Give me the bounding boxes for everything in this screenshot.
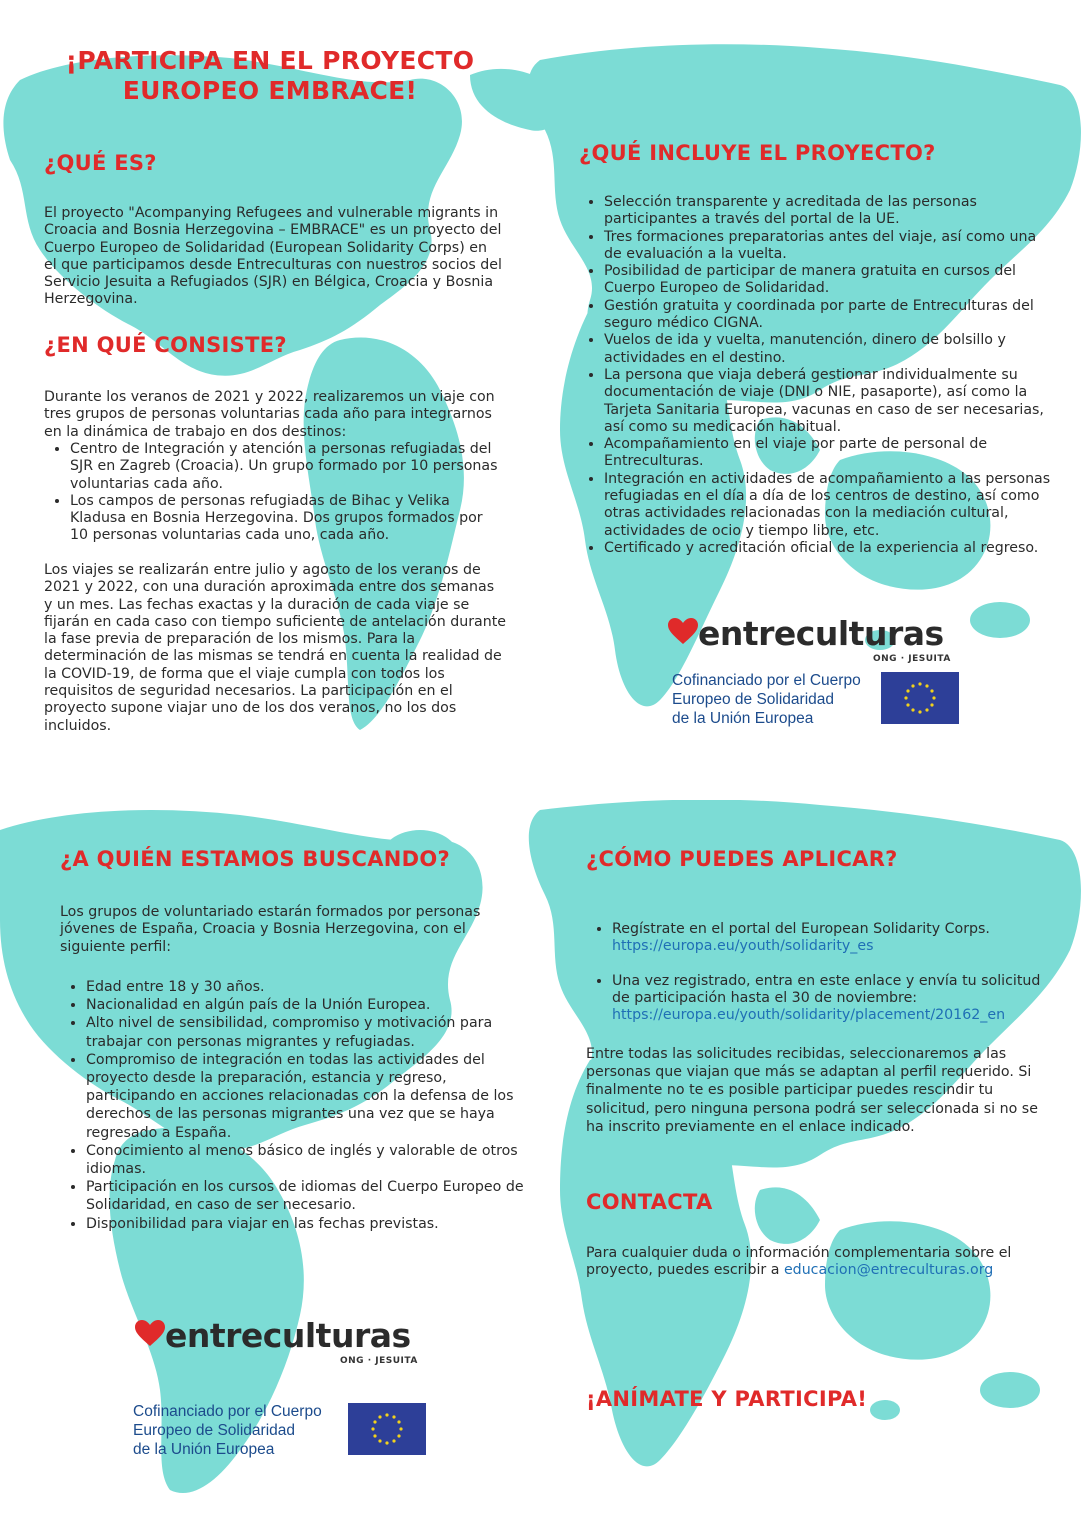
que-es-text: El proyecto "Acompanying Refugees and vulnerable migrants in Croacia and Bosnia Herzegovina – EMBRACE" es un proyecto del Cuerpo Europeo de Solidaridad (European Solidarity Corps) en el que participamos desde Entreculturas con nuestros socios del Servicio Jesuita a Refugiados (SJR) en Bélgica, Croacia y Bosnia Herzegovina. (44, 205, 502, 308)
section-heading-buscando: ¿A QUIÉN ESTAMOS BUSCANDO? (60, 847, 450, 871)
section-heading-consiste: ¿EN QUÉ CONSISTE? (44, 333, 287, 357)
page-title: ¡PARTICIPA EN EL PROYECTO EUROPEO EMBRACE! (65, 46, 475, 105)
eu-flag-icon (348, 1403, 426, 1455)
list-item: • Alto nivel de sensibilidad, compromiso y motivación para trabajar con personas migrantes y refugiadas. (86, 1014, 536, 1050)
eu-line: Europeo de Solidaridad (133, 1422, 296, 1439)
logo-subtitle: ONG · JESUITA (873, 654, 951, 664)
list-item: • Nacionalidad en algún país de la Unión Europea. (86, 996, 536, 1014)
list-item: • Vuelos de ida y vuelta, manutención, dinero de bolsillo y actividades en el destino. (604, 332, 1054, 367)
list-item: • Tres formaciones preparatorias antes del viaje, así como una de evaluación a la vuelta. (604, 229, 1054, 264)
consiste-intro: Durante los veranos de 2021 y 2022, realizaremos un viaje con tres grupos de personas voluntarias cada año para integrarnos en la dinámica de trabajo en dos destinos: (44, 389, 495, 440)
buscando-intro: Los grupos de voluntariado estarán formados por personas jóvenes de España, Croacia y Bosnia Herzegovina, con el siguiente perfil: (60, 904, 481, 955)
step1-text: Regístrate en el portal del European Solidarity Corps. (612, 921, 990, 937)
list-item: • Certificado y acreditación oficial de la experiencia al regreso. (604, 540, 1054, 557)
eu-flag-icon (881, 672, 959, 724)
list-item: • Centro de Integración y atención a personas refugiadas del SJR en Zagreb (Croacia). Un grupo formado por 10 personas voluntarias cada año. (70, 441, 502, 493)
eu-line: de la Unión Europea (133, 1441, 275, 1458)
list-item: • Selección transparente y acreditada de las personas participantes a través del portal de la UE. (604, 194, 1054, 229)
section-heading-aplicar: ¿CÓMO PUEDES APLICAR? (586, 847, 898, 871)
solidarity-portal-link[interactable]: https://europa.eu/youth/solidarity_es (612, 938, 874, 955)
logo-brand: entreculturas (698, 614, 944, 653)
section-heading-incluye: ¿QUÉ INCLUYE EL PROYECTO? (579, 141, 936, 165)
consiste-destinations-list (44, 441, 502, 545)
logo-brand: entreculturas (165, 1316, 411, 1355)
list-item: • Acompañamiento en el viaje por parte de personal de Entreculturas. (604, 436, 1054, 471)
list-item (612, 921, 1056, 956)
section-heading-que-es: ¿QUÉ ES? (44, 151, 157, 175)
closing-slogan: ¡ANÍMATE Y PARTICIPA! (586, 1387, 868, 1411)
placement-link[interactable]: https://europa.eu/youth/solidarity/placement/20162_en (612, 1007, 1006, 1024)
eu-line: Cofinanciado por el Cuerpo (672, 672, 861, 689)
list-item: • Edad entre 18 y 30 años. (86, 978, 536, 996)
incluye-list (578, 194, 1054, 557)
list-item: • Los campos de personas refugiadas de Bihac y Velika Kladusa en Bosnia Herzegovina. Dos grupos formados por 10 personas voluntarias cada uno, cada año. (70, 493, 502, 545)
aplicar-steps-list (586, 921, 1056, 1024)
list-item: • Disponibilidad para viajar en las fechas previstas. (86, 1215, 536, 1233)
section-heading-contacta: CONTACTA (586, 1190, 713, 1214)
eu-line: Europeo de Solidaridad (672, 691, 835, 708)
list-item: • Posibilidad de participar de manera gratuita en cursos del Cuerpo Europeo de Solidaridad. (604, 263, 1054, 298)
step2-text: Una vez registrado, entra en este enlace y envía tu solicitud de participación hasta el 30 de noviembre: (612, 972, 1041, 1006)
list-item: • Gestión gratuita y coordinada por parte de Entreculturas del seguro médico CIGNA. (604, 298, 1054, 333)
eu-line: de la Unión Europea (672, 710, 814, 727)
list-item (612, 973, 1056, 1025)
list-item: • Integración en actividades de acompañamiento a las personas refugiadas en el día a día de los centros de destino, así como otras actividades relacionadas con la mediación cultural, actividades de ocio y tiempo libre, etc. (604, 471, 1054, 540)
contact-email-link[interactable]: educacion@entreculturas.org (783, 1262, 994, 1279)
contacta-text (586, 1245, 1038, 1280)
heart-icon (668, 618, 698, 644)
consiste-details-text: Los viajes se realizarán entre julio y agosto de los veranos de 2021 y 2022, con una duración aproximada entre dos semanas y un mes. Las fechas exactas y la duración de cada viaje se fijarán en cada caso con tiempo suficiente de antelación durante la fase previa de preparación de los mismos. Para la determinación de las mismas se tendrá en cuenta la realidad de la COVID-19, de forma que el viaje cumpla con todos los requisitos de seguridad necesarios. La participación en el proyecto supone viajar uno de los dos veranos, no los dos incluidos. (44, 562, 507, 734)
eu-line: Cofinanciado por el Cuerpo (133, 1403, 322, 1420)
list-item: • Participación en los cursos de idiomas del Cuerpo Europeo de Solidaridad, en caso de ser necesario. (86, 1178, 536, 1214)
contacta-body: Para cualquier duda o información complementaria sobre el proyecto, puedes escribir a (586, 1245, 1012, 1279)
list-item: • Compromiso de integración en todas las actividades del proyecto desde la preparación, estancia y regreso, participando en acciones relacionadas con la defensa de los derechos de las personas migrantes una vez que se haya regresado a España. (86, 1051, 536, 1142)
logo-subtitle: ONG · JESUITA (340, 1356, 418, 1366)
list-item: • La persona que viaja deberá gestionar individualmente su documentación de viaje (DNI o NIE, pasaporte), así como la Tarjeta Sanitaria Europea, vacunas en caso de ser necesarias, así como su medicación habitual. (604, 367, 1054, 436)
buscando-profile-list (60, 978, 536, 1233)
list-item: • Conocimiento al menos básico de inglés y valorable de otros idiomas. (86, 1142, 536, 1178)
heart-icon (135, 1320, 165, 1346)
eu-cofinancing-text-bottom (133, 1402, 322, 1459)
aplicar-text: Entre todas las solicitudes recibidas, seleccionaremos a las personas que viajan que más se adaptan al perfil requerido. Si finalmente no te es posible participar puedes rescindir tu solicitud, pero ninguna persona podrá ser seleccionada si no se ha inscrito previamente en el enlace indicado. (586, 1046, 1038, 1135)
entreculturas-logo-bottom (135, 1318, 435, 1378)
eu-cofinancing-text-top (672, 671, 861, 728)
